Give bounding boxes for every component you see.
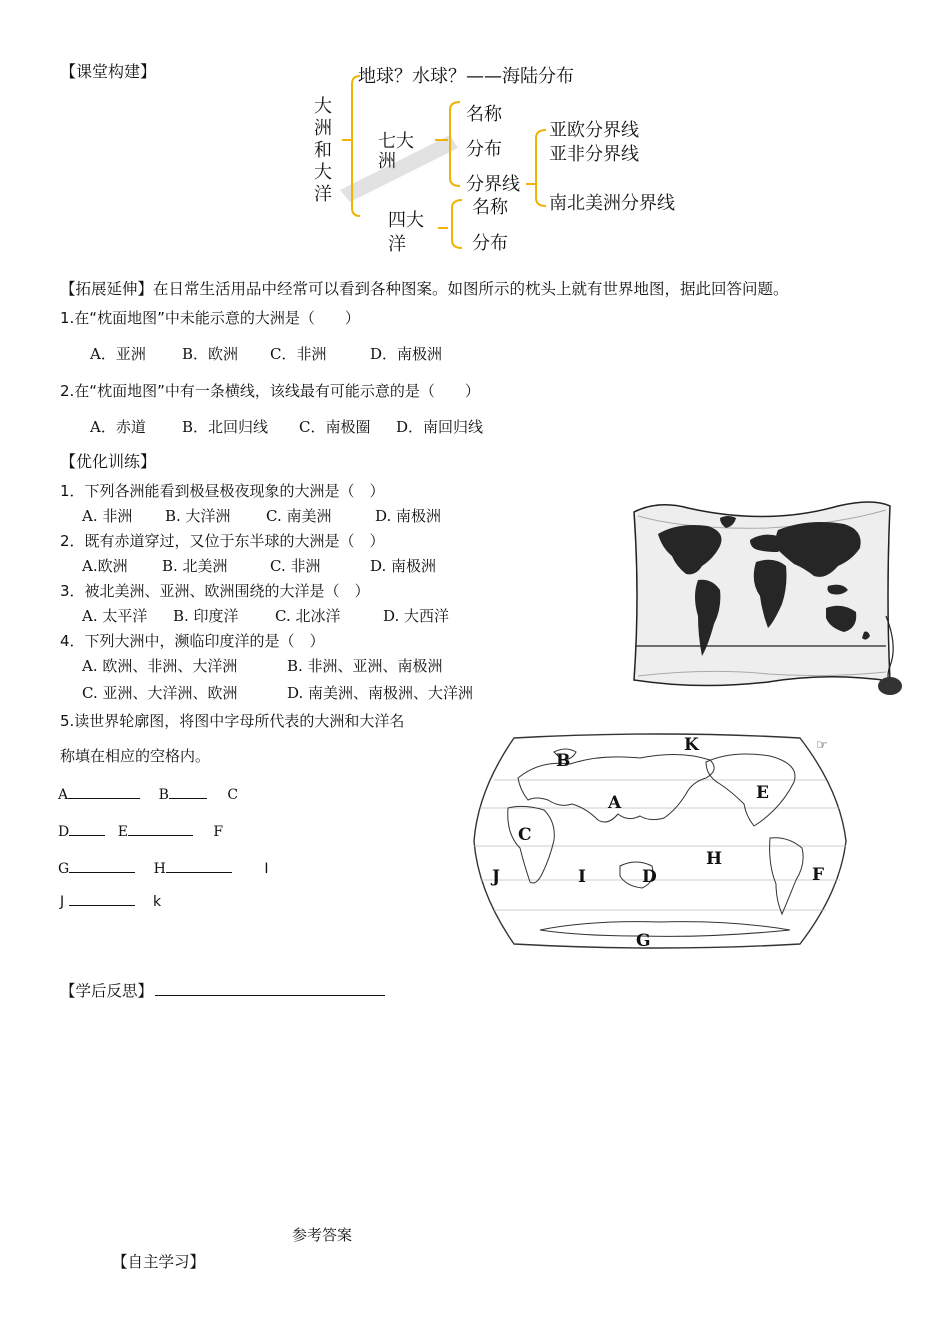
mindmap-boundary-americas: 南北美洲分界线 <box>549 193 675 214</box>
ext-q1-option-a: A．亚洲 <box>90 345 146 363</box>
train-q4-option-a: A. 欧洲、非洲、大洋洲 <box>82 657 238 675</box>
fill-label-h: H <box>153 861 166 877</box>
train-q4-option-b: B. 非洲、亚洲、南极洲 <box>287 657 443 675</box>
fill-label-d: D <box>58 824 70 840</box>
fill-row-2 <box>58 821 223 842</box>
mindmap-four-name: 名称 <box>472 197 508 218</box>
train-q1-option-d: D. 南极洲 <box>375 507 442 525</box>
train-q1-option-c: C. 南美洲 <box>266 507 332 525</box>
train-q3-option-d: D. 大西洋 <box>383 607 450 625</box>
train-q3-option-b: B. 印度洋 <box>173 607 239 625</box>
mindmap-seven-continents: 七大洲 <box>378 131 414 172</box>
section-training: 【优化训练】 <box>60 452 157 471</box>
ext-q1-option-c: C．非洲 <box>270 345 327 363</box>
mindmap-four-distribution: 分布 <box>472 233 508 254</box>
map-letter-b: B <box>556 751 571 771</box>
train-q2-option-d: D. 南极洲 <box>370 557 437 575</box>
train-q5-stem-line1: 5.读世界轮廓图，将图中字母所代表的大洲和大洋名 <box>60 712 405 730</box>
train-q1-stem: 1．下列各洲能看到极昼极夜现象的大洲是（ ） <box>60 482 385 500</box>
ext-q2-option-d: D．南回归线 <box>396 418 484 436</box>
map-letter-f: F <box>812 865 825 885</box>
ext-q2-option-b: B．北回归线 <box>182 418 269 436</box>
world-outline-map <box>470 730 850 952</box>
fill-blank-h[interactable] <box>166 858 232 873</box>
mindmap-boundary-asia-europe: 亚欧分界线 <box>549 120 639 141</box>
fill-blank-j[interactable] <box>69 891 135 906</box>
ext-q2-option-a: A．赤道 <box>90 418 146 436</box>
map-letter-j: J <box>492 867 501 887</box>
ext-q1-option-b: B．欧洲 <box>182 345 239 363</box>
mindmap-brackets <box>330 60 560 260</box>
reflection-label: 【学后反思】 <box>60 982 154 1000</box>
mindmap-top-branch: 地球？水球？——海陆分布 <box>358 66 574 87</box>
map-letter-e: E <box>756 783 769 803</box>
fill-row-1 <box>58 784 238 805</box>
train-q3-stem: 3．被北美洲、亚洲、欧洲围绕的大洋是（ ） <box>60 582 370 600</box>
fill-row-4 <box>60 891 161 912</box>
train-q2-stem: 2．既有赤道穿过，又位于东半球的大洲是（ ） <box>60 532 385 550</box>
answer-title: 参考答案 <box>292 1226 353 1244</box>
fill-label-c: C <box>227 787 239 803</box>
mindmap-seven-boundary: 分界线 <box>466 174 520 195</box>
map-letter-g: G <box>636 931 651 951</box>
fill-blank-b[interactable] <box>169 784 207 799</box>
fill-row-3 <box>58 858 268 879</box>
hand-pointer-icon: ☞ <box>816 738 828 753</box>
mindmap-root: 大洲和大洋 <box>314 96 332 205</box>
train-q2-option-a: A.欧洲 <box>82 557 128 575</box>
fill-blank-a[interactable] <box>68 784 140 799</box>
section-reflection <box>60 981 385 1001</box>
section-classroom: 【课堂构建】 <box>60 62 157 81</box>
train-q4-option-d: D. 南美洲、南极洲、大洋洲 <box>287 684 474 702</box>
fill-label-f: F <box>213 824 224 840</box>
mindmap-seven-distribution: 分布 <box>466 139 502 160</box>
train-q2-option-c: C. 非洲 <box>270 557 321 575</box>
ext-q1-stem: 1.在“枕面地图”中未能示意的大洲是（ ） <box>60 309 360 327</box>
train-q1-option-b: B. 大洋洲 <box>165 507 231 525</box>
mindmap-seven-name: 名称 <box>466 104 502 125</box>
fill-label-e: E <box>117 824 128 840</box>
reflection-blank[interactable] <box>155 981 385 996</box>
fill-label-j: J <box>60 894 65 910</box>
ext-q2-stem: 2.在“枕面地图”中有一条横线，该线最有可能示意的是（ ） <box>60 382 480 400</box>
fill-label-i: I <box>264 861 269 877</box>
map-letter-a: A <box>608 793 622 813</box>
train-q3-option-c: C. 北冰洋 <box>275 607 341 625</box>
fill-label-a: A <box>58 787 69 803</box>
mindmap-boundary-asia-africa: 亚非分界线 <box>549 144 639 165</box>
fill-blank-g[interactable] <box>69 858 135 873</box>
fill-label-b: B <box>158 787 169 803</box>
section-extension: 【拓展延伸】在日常生活用品中经常可以看到各种图案。如图所示的枕头上就有世界地图，据此回答问题。 <box>60 280 789 298</box>
section-self-study: 【自主学习】 <box>112 1253 206 1271</box>
train-q3-option-a: A. 太平洋 <box>82 607 148 625</box>
train-q5-stem-line2: 称填在相应的空格内。 <box>60 747 211 765</box>
map-letter-h: H <box>706 849 723 869</box>
ext-q2-option-c: C．南极圈 <box>299 418 371 436</box>
mindmap-four-oceans: 四大洋 <box>388 210 424 255</box>
fill-blank-e[interactable] <box>128 821 193 836</box>
train-q1-option-a: A. 非洲 <box>82 507 133 525</box>
train-q4-stem: 4．下列大洲中，濒临印度洋的是（ ） <box>60 632 325 650</box>
train-q4-option-c: C. 亚洲、大洋洲、欧洲 <box>82 684 238 702</box>
ext-q1-option-d: D．南极洲 <box>370 345 443 363</box>
fill-label-k: k <box>153 894 162 910</box>
fill-blank-d[interactable] <box>69 821 105 836</box>
train-q2-option-b: B. 北美洲 <box>162 557 228 575</box>
pillow-map-image <box>628 496 904 700</box>
fill-label-g: G <box>58 861 70 877</box>
map-letter-c: C <box>518 825 532 845</box>
map-letter-i: I <box>578 867 586 887</box>
map-letter-k: K <box>684 735 699 755</box>
map-letter-d: D <box>642 867 657 887</box>
